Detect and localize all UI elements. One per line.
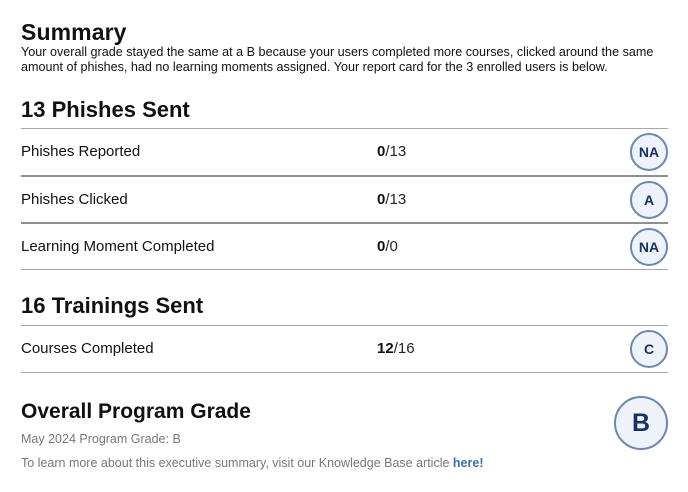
- phishes-heading: 13 Phishes Sent: [21, 97, 190, 122]
- metric-label: Phishes Reported: [21, 143, 141, 160]
- metric-row-courses-completed: [21, 326, 668, 372]
- grade-badge: NA: [630, 228, 668, 266]
- grade-badge: A: [630, 181, 668, 219]
- metric-score: [377, 326, 415, 372]
- summary-text: Your overall grade stayed the same at a B because your users completed more courses, clicked around the same amount of phishes, had no learning moments assigned. Your report card for the 3 enrolled users is below.: [21, 45, 654, 74]
- previous-grade-text: May 2024 Program Grade: B: [21, 432, 181, 446]
- metric-score: [377, 177, 406, 223]
- metric-label: Courses Completed: [21, 340, 154, 357]
- metric-score: [377, 224, 398, 270]
- metric-score-total: /0: [385, 238, 398, 255]
- metric-score-value: 0: [377, 143, 386, 160]
- overall-grade-badge: B: [614, 396, 668, 450]
- metric-row-phishes-clicked: [21, 177, 668, 223]
- overall-grade-title: Overall Program Grade: [21, 400, 251, 423]
- metric-score-total: /16: [393, 340, 415, 357]
- knowledge-base-link[interactable]: here!: [452, 456, 484, 470]
- grade-badge: NA: [630, 133, 668, 171]
- divider: [21, 269, 668, 270]
- trainings-heading: 16 Trainings Sent: [21, 293, 204, 318]
- footer-text: To learn more about this executive summary, visit our Knowledge Base article: [21, 456, 453, 470]
- summary-title: Summary: [21, 19, 127, 45]
- metric-score-value: 12: [377, 340, 394, 357]
- metric-score: [377, 129, 406, 175]
- divider: [21, 372, 668, 373]
- metric-score-total: /13: [385, 143, 407, 160]
- metric-score-total: /13: [385, 191, 407, 208]
- metric-row-phishes-reported: [21, 129, 668, 175]
- metric-row-learning-moment: [21, 224, 668, 270]
- grade-badge: C: [630, 330, 668, 368]
- metric-label: Learning Moment Completed: [21, 238, 215, 255]
- metric-score-value: 0: [377, 238, 386, 255]
- footer-note: [21, 456, 484, 470]
- metric-label: Phishes Clicked: [21, 191, 128, 208]
- metric-score-value: 0: [377, 191, 386, 208]
